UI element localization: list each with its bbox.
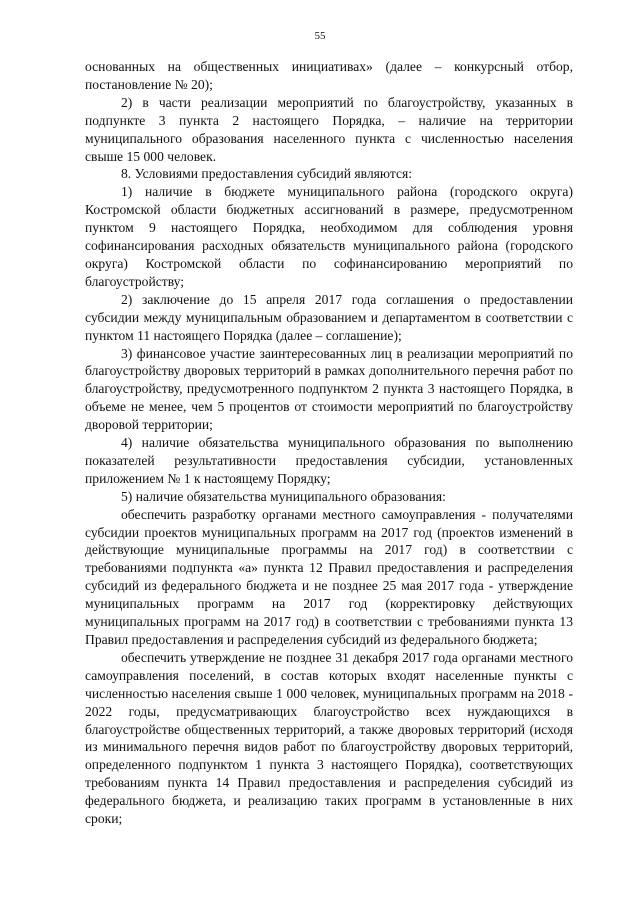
paragraph-condition-3: 3) финансовое участие заинтересованных лиц в реализации мероприятий по благоустройству дворовых территорий в рамках дополнительного перечня работ по благоустройству, предусмотренного подпунктом 2 пункта 3 настоящего Порядка, в объеме не менее, чем 5 процентов от стоимости мероприятий по благоустройству дворовой территории; bbox=[85, 345, 573, 433]
paragraph-obligation-2: обеспечить утверждение не позднее 31 декабря 2017 года органами местного самоуправления поселений, в состав которых входят населенные пункты с численностью населения свыше 1 000 человек, муниципальных программ на 2018 - 2022 годы, предусматривающих благоустройство всех нуждающихся в благоустройстве общественных территорий, а также дворовых территорий (исходя из минимального перечня видов работ по благоустройству дворовых территорий, определенного подпунктом 1 пункта 3 настоящего Порядка), соответствующих требованиям пункта 14 Правил предоставления и распределения субсидий из федерального бюджета, и реализацию таких программ в установленные в них сроки; bbox=[85, 649, 573, 827]
paragraph-obligation-1: обеспечить разработку органами местного самоуправления - получателями субсидии проектов муниципальных программ на 2017 год (проектов изменений в действующие муниципальные программы на 2017 год) в соответствии с требованиями подпункта «а» пункта 12 Правил предоставления и распределения субсидий из федерального бюджета и не позднее 25 мая 2017 года - утверждение муниципальных программ на 2017 год (корректировку действующих муниципальных программ на 2017 год) в соответствии с требованиями пункта 13 Правил предоставления и распределения субсидий из федерального бюджета; bbox=[85, 506, 573, 647]
paragraph-condition-2: 2) заключение до 15 апреля 2017 года соглашения о предоставлении субсидии между муниципальным образованием и департаментом в соответствии с пунктом 11 настоящего Порядка (далее – соглашение); bbox=[85, 291, 573, 343]
paragraph-condition-4: 4) наличие обязательства муниципального образования по выполнению показателей результативности предоставления субсидии, установленных приложением № 1 к настоящему Порядку; bbox=[85, 435, 573, 486]
paragraph-continuation: основанных на общественных инициативах» (далее – конкурсный отбор, постановление № 20); bbox=[85, 59, 573, 92]
paragraph-item-2: 2) в части реализации мероприятий по благоустройству, указанных в подпункте 3 пункта 2 настоящего Порядка, – наличие на территории муниципального образования населенного пункта с численностью населения свыше 15 000 человек. bbox=[85, 94, 573, 164]
paragraph-section-8: 8. Условиями предоставления субсидий являются: bbox=[121, 166, 413, 182]
document-body bbox=[85, 58, 573, 828]
paragraph-condition-5: 5) наличие обязательства муниципального образования: bbox=[121, 488, 446, 504]
paragraph-condition-1: 1) наличие в бюджете муниципального района (городского округа) Костромской области бюджетных ассигнований в размере, предусмотренном пунктом 9 настоящего Порядка, необходимом для соблюдения уровня софинансирования расходных обязательств муниципального района (городского округа) Костромской области по софинансированию мероприятий по благоустройству; bbox=[85, 184, 573, 289]
page-number: 55 bbox=[314, 30, 326, 42]
